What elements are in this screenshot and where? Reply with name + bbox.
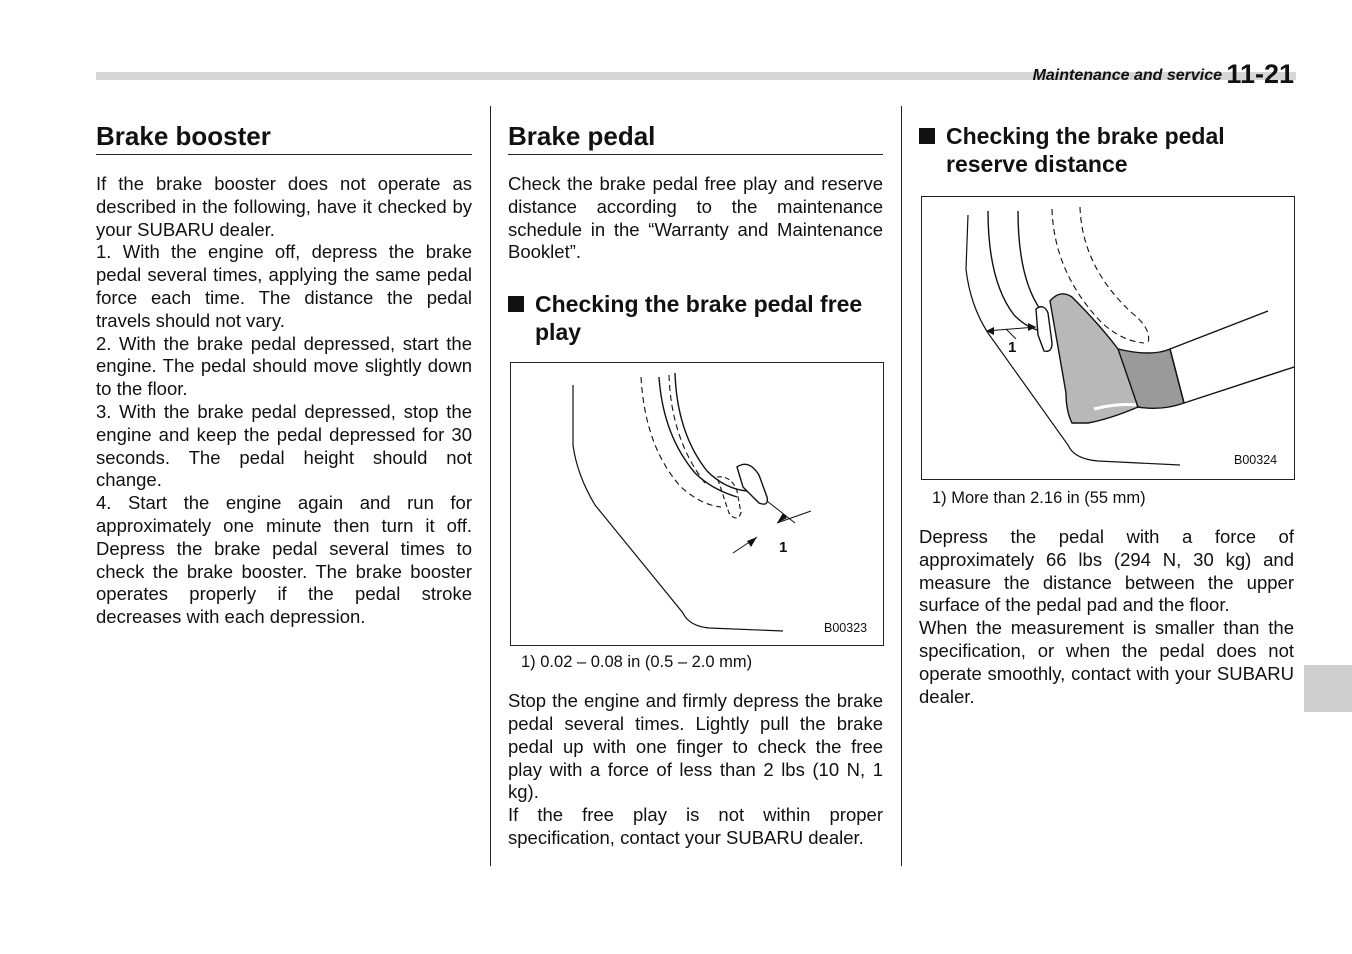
body-paragraph: Stop the engine and firmly depress the brake pedal several times. Lightly pull the brake pedal up with one finger to check the free play with a force of less than 2 lbs (10 N, 1 kg). [508,690,883,803]
step-item: 3. With the brake pedal depressed, stop the engine and keep the pedal depressed for 30 seconds. The pedal height should not change. [96,400,472,491]
column-divider [490,106,491,866]
square-bullet-icon [508,296,524,312]
square-bullet-icon [919,128,935,144]
section-title: Brake pedal [508,120,883,155]
step-item: 4. Start the engine again and run for approximately one minute then turn it off. Depress the brake pedal several times to check the brake booster. The brake booster operates properly if the pedal stroke decreases with each depression. [96,492,472,628]
figure-caption: 1) 0.02 – 0.08 in (0.5 – 2.0 mm) [521,653,753,672]
page-number: 11-21 [1226,59,1294,89]
reserve-distance-figure [921,196,1295,480]
callout-number: 1 [1008,339,1017,356]
body-paragraph: If the free play is not within proper specification, contact your SUBARU dealer. [508,804,883,848]
running-header-section: Maintenance and service [1032,67,1222,84]
figure-caption: 1) More than 2.16 in (55 mm) [932,489,1146,507]
free-play-figure [510,362,884,646]
figure-code: B00323 [824,621,868,636]
reserve-distance-section [919,120,1294,708]
figure-code: B00324 [1234,453,1278,467]
intro-paragraph: Check the brake pedal free play and reserve distance according to the maintenance schedule in the “Warranty and Maintenance Booklet”. [508,173,883,263]
brake-booster-section [96,120,472,629]
callout-number: 1 [779,539,788,557]
body-paragraph: When the measurement is smaller than the specification, or when the pedal does not operate smoothly, contact with your SUBARU dealer. [919,617,1294,707]
subsection-title: Checking the brake pedal free play [508,290,883,346]
step-item: 2. With the brake pedal depressed, start the engine. The pedal should move slightly down to the floor. [96,332,472,400]
chapter-thumb-tab [1304,665,1352,712]
body-paragraph: Depress the pedal with a force of approximately 66 lbs (294 N, 30 kg) and measure the distance between the upper surface of the pedal pad and the floor. [919,526,1294,616]
intro-paragraph: If the brake booster does not operate as described in the following, have it checked by your SUBARU dealer. [96,173,472,240]
section-title: Brake booster [96,120,472,155]
brake-pedal-section [508,120,883,850]
brake-pedal-illustration [511,363,883,645]
column-divider [901,106,902,866]
subsection-title: Checking the brake pedal reserve distance [919,122,1294,178]
step-item: 1. With the engine off, depress the brake pedal several times, applying the same pedal force each time. The distance the pedal travels should not vary. [96,241,472,331]
foot-on-pedal-illustration [922,197,1294,479]
